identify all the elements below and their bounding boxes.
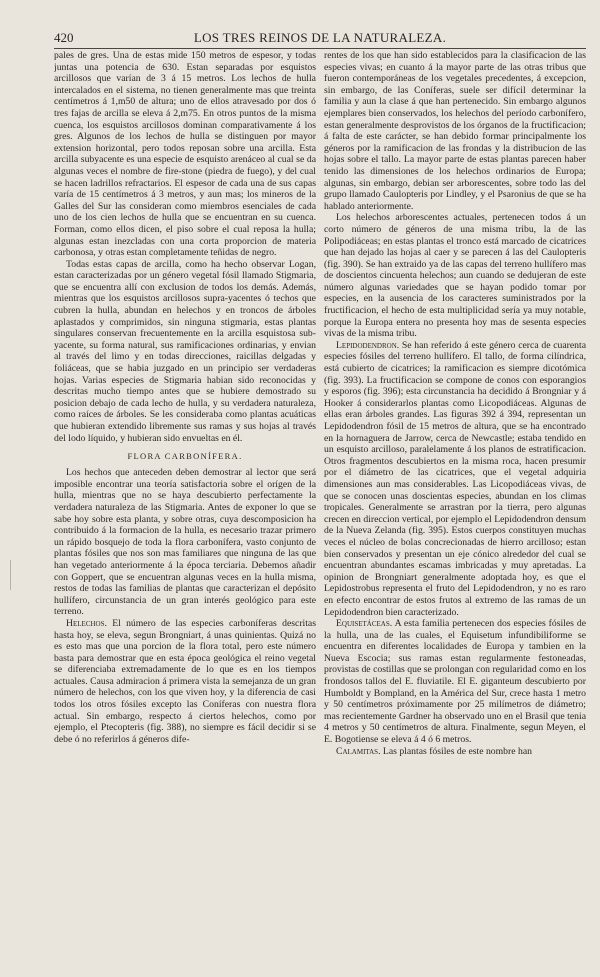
paragraph: Todas estas capas de arcilla, como ha hecho observar Logan, estan caracterizadas por un género vegetal fósil llamado Stigmaria, que se encuentra allí con exclusion de todos los demás. Además, mientras que los esquistos arcillosos supra-yacentes ó techos que cubren la hulla, abundan en helechos y en troncos de árboles aplastados y comprimidos, sin ninguna stigmaria, estas plantas singulares conservan frecuentemente en la arcilla esquistosa sub-yacente, su forma natural, sus ramificaciones ordinarias, y envian al través del limo y en todas direcciones, raicillas delgadas y foliáceas, que se habia juzgado en un principio ser verdaderas hojas. Varias especies de Stigmaria habian sido reconocidas y descritas mucho tiempo antes que se hubiere demostrado su posicion debajo de cada lecho de hulla, y su verdadera naturaleza, como raíces de árboles. Se les consideraba como plantas acuáticas que hubieran extendido libremente sus ramas y sus hojas al través del lodo líquido, y hubieran sido envueltas en él.	[54, 258, 316, 444]
paragraph-text: Se han referido á este género cerca de cuarenta especies fósiles del terreno hullífero. El tallo, de forma cilíndrica, está cubierto de cicatrices; la ramificacion es siempre dicotómica (fig. 393). La fructificacion se compone de conos con esporangios y esporos (fig. 396); esta circunstancia ha decidido á Brongniar y á Hooker á considerarlos plantas como Licopodiáceas. Algunas de ellas eran árboles grandes. Las figuras 392 á 394, representan un Lepidodendron fósil de 15 metros de altura, que se ha encontrado en la hornaguera de Jarrow, cerca de Newcastle; estaba tendido en un esquisto arcilloso, paralelamente á los planos de estratificacion. Otros fragmentos descubiertos en la misma roca, hacen presumir por el diámetro de las cicatrices, que el vegetal adquiria dimensiones aun mas considerables. Las Licopodiáceas vivas, de que se conocen unas doscientas especies, abundan en los climas tropicales. Generalmente se arrastran por la tierra, pero algunas crecen en direccion vertical, por ejemplo el Lepidodendron densum de la Nueva Zelanda (fig. 395). Estos cuerpos constituyen muchas veces el núcleo de bolas concrecionadas de hierro arcilloso; estan bien conservados y presentan un eje cónico alrededor del cual se encuentran abundantes escamas imbricadas y muy apretadas. La opinion de Brongniart generalmente adoptada hoy, es que el Lepidostrobus representa el fruto del Lepidodendron, y no es raro en efecto encontrar de estos frutos al extremo de las ramas de un Lepidodendron bien caracterizado.	[324, 339, 586, 618]
paragraph-text: A esta familia pertenecen dos especies fósiles de la hulla, una de las cuales, el Equisetum infundibiliforme se encuentra en diferentes localidades de Europa y tambien en la Nueva Escocia; sus ramas estan regularmente festoneadas, provistas de costillas que se prolongan con regularidad como en los frondosos tallos del E. fluviatile. El E. giganteum descubierto por Humboldt y Bompland, en la América del Sur, crece hasta 1 metro y 50 centímetros próximamente por 25 milímetros de diámetro; mas recientemente Gardner ha observado uno en el Brasil que tenia 4 metros y 50 centímetros de altura. Finalmente, segun Meyen, el E. Bogotiense se eleva á 4 ó 6 metros.	[324, 618, 586, 746]
paragraph-text: Las plantas fósiles de este nombre han	[382, 745, 532, 757]
paragraph-lead: Lepidodendron.	[336, 339, 400, 351]
paragraph	[324, 340, 586, 618]
left-column	[54, 50, 316, 971]
paragraph: rentes de los que han sido establecidos para la clasificacion de las especies vivas; en cuanto á la mayor parte de las otras tribus que fueron contemporáneas de los vegetales precedentes, á excepcion, sin embargo, de las Coníferas, suele ser difícil determinar la familia y aun la clase á que han pertenecido. Sin embargo algunos ejemplares bien conservados, los helechos del período carbonífero, estan generalmente desprovistos de los órganos de la fructificacion; á falta de este carácter, se han debido formar principalmente los géneros por la ramificacion de las frondas y la distribucion de las hojas sobre el tallo. La mayor parte de estas plantas parecen haber tenido las dimensiones de los helechos ordinarios de Europa; algunas, sin embargo, debian ser arborescentes, sobre todo las del grupo llamado Caulopteris por Lindley, y el Psaronius de que se ha hablado anteriormente.	[324, 50, 586, 212]
paragraph: Los helechos arborescentes actuales, pertenecen todos á un corto número de géneros de una misma tribu, la de las Polipodiáceas; en estas plantas el tronco está marcado de cicatrices que han dejado las hojas al caer y se parecen á las del Caulopteris (fig. 390). Se han extraido ya de las capas del terreno hullífero mas de doscientos cincuenta helechos; aun cuando se dedujeran de este número algunas variedades que se hayan podido tomar por especies, en la ausencia de los caracteres suministrados por la fructificacion, el hecho de esta multiplicidad sería ya muy notable, porque la Europa entera no presenta hoy mas de sesenta especies vivas de la misma tribu.	[324, 212, 586, 340]
paragraph-text: El número de las especies carboníferas descritas hasta hoy, se eleva, segun Brongniart, á unas quinientas. Quizá no es esto mas que una porcion de la flora total, pero este número basta para demostrar que en esta época geológica el reino vegetal se diferenciaba extremadamente de lo que es en los tiempos actuales. Causa admiracion á primera vista la semejanza de un gran número de helechos, con los que viven hoy, y la diferencia de casi todos los otros fósiles excepto las Coníferas con nuestra flora actual. Sin embargo, respecto á ciertos helechos, como por ejemplo, el Ptecopteris (fig. 388), no siempre es fácil decidir si se debe ó no referirlos á géneros dife-	[54, 617, 316, 745]
text-columns	[54, 50, 586, 971]
running-title: LOS TRES REINOS DE LA NATURALEZA.	[193, 30, 447, 45]
paragraph-lead: Helechos.	[66, 617, 107, 629]
paragraph	[54, 618, 316, 746]
paragraph: pales de gres. Una de estas mide 150 metros de espesor, y todas juntas una potencia de 630. Estan separadas por esquistos arcillosos que varían de 3 á 15 metros. Los lechos de hulla intercalados en el sistema, no tienen generalmente mas que treinta centímetros á 1,m50 de altura; uno de ellos atravesado por dos ó tres fajas de arcilla se eleva á 2,m75. En otros puntos de la misma cuenca, los esquistos arcillosos dominan comparativamente á los gres. Algunos de los lechos de hulla se distinguen por mayor extension horizontal, pero todos reposan sobre una arcilla. Esta arcilla subyacente es una especie de esquisto arenáceo al cual se da algunas veces el nombre de fire-stone (piedra de fuego), y del cual se hacen ladrillos refractarios. El espesor de cada una de sus capas varía de 15 centímetros á 3 metros, y aun mas; los mineros de la Galles del Sur las consideran como miembros esenciales de cada uno de los cien lechos de hulla que se encuentran en su cuenca. Forman, como ellos dicen, el piso sobre el cual reposa la hulla; algunas estan inezcladas con una corta proporcion de materia carbonosa, y otras estan completamente teñidas de negro.	[54, 50, 316, 259]
paragraph-lead: Calamitas.	[336, 745, 381, 757]
paragraph	[324, 618, 586, 746]
paragraph: Los hechos que anteceden deben demostrar al lector que será imposible encontrar una teoría satisfactoria sobre el orígen de la hulla, mientras que no se haya descubierto perfectamente la verdadera naturaleza de las Stigmaria. Antes de exponer lo que se sabe hoy sobre esta planta, y sobre otras, cuya descomposicion ha contribuido á la formacion de la hulla, es necesario trazar primero un rápido bosquejo de toda la flora carbonífera, vasto conjunto de plantas fósiles que nos son mas familiares que ninguna de las que han vegetado anteriormente á la época terciaria. Debemos añadir con Goppert, que se encuentran algunas veces en la hulla misma, restos de todas las familias de plantas que caracterizan el depósito hullífero, circunstancia de un gran interés geológico para este terreno.	[54, 467, 316, 618]
section-title: FLORA CARBONÍFERA.	[127, 451, 243, 462]
margin-mark	[10, 560, 19, 590]
page-number: 420	[54, 30, 74, 45]
page-header	[54, 30, 586, 49]
right-column	[324, 50, 586, 971]
paragraph	[324, 746, 586, 758]
paragraph-lead: Equisetáceas.	[336, 618, 393, 630]
